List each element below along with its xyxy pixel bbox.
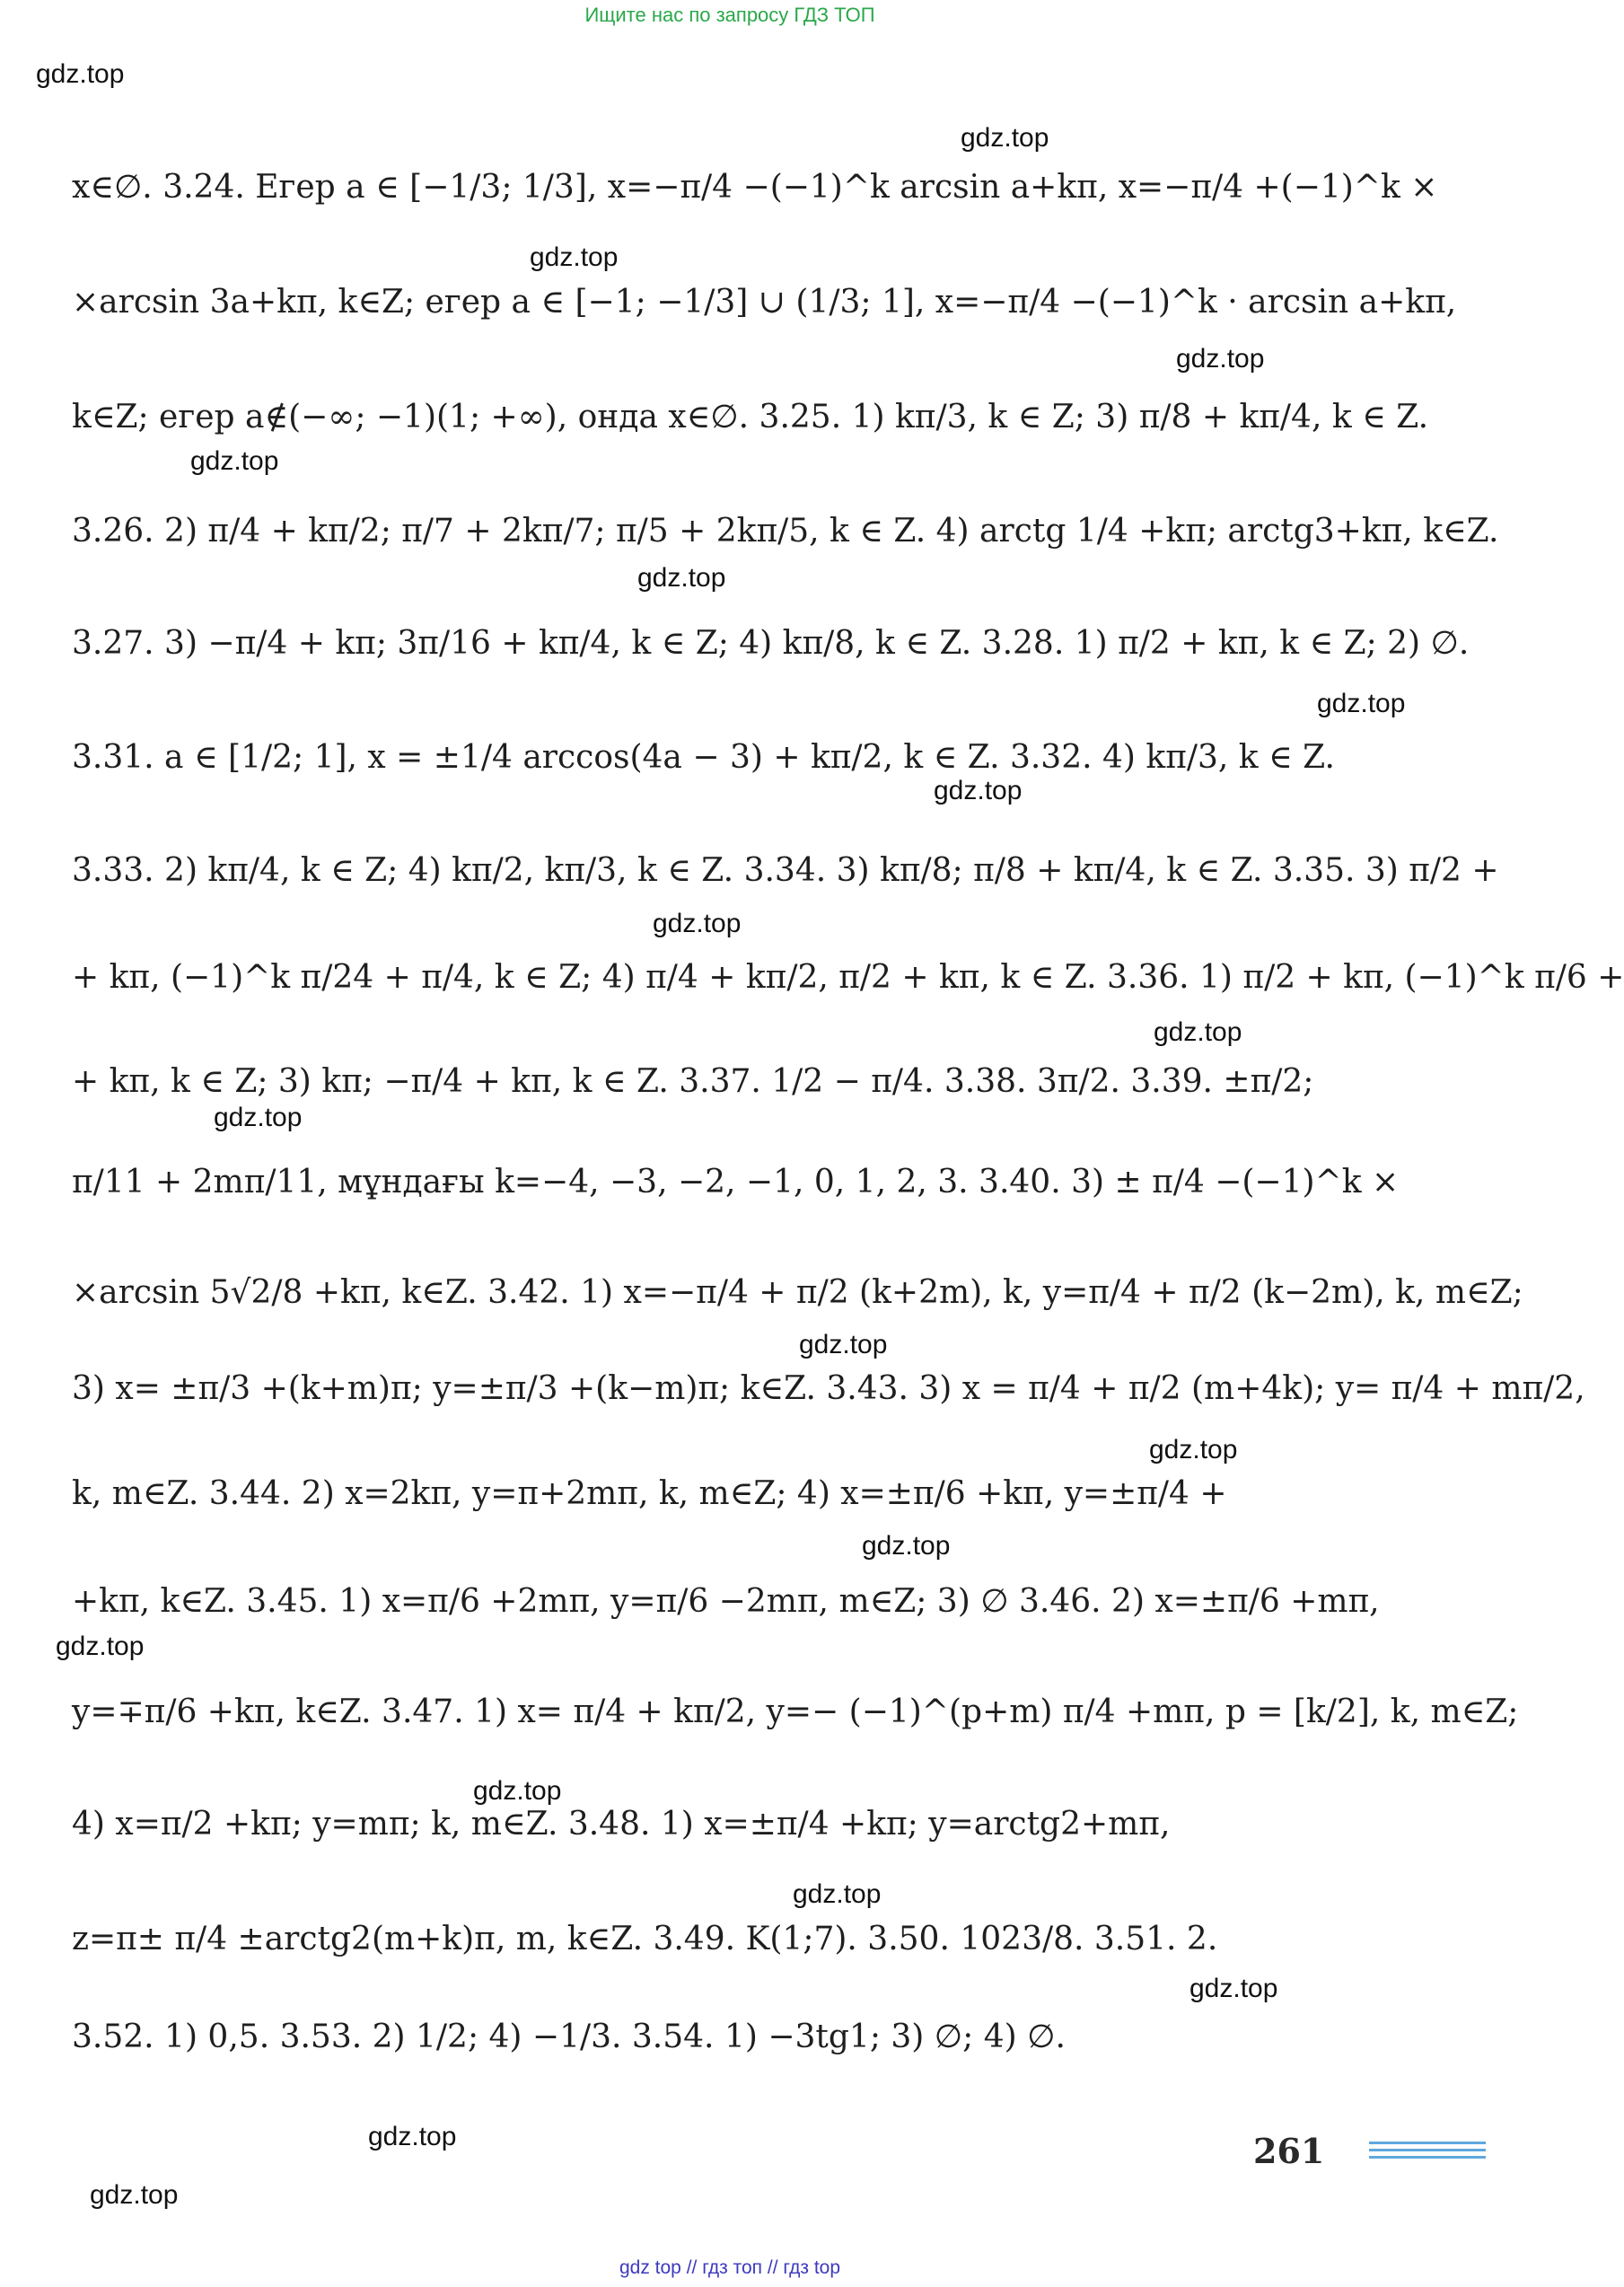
- watermark: gdz.top: [368, 2122, 457, 2151]
- text-line: y=∓π/6 +kπ, k∈Z. 3.47. 1) x= π/4 + kπ/2, y=− (−1)^(p+m) π/4 +mπ, p = [k/2], k, m∈Z;: [72, 1693, 1519, 1730]
- text-line: 3.26. 2) π/4 + kπ/2; π/7 + 2kπ/7; π/5 + 2kπ/5, k ∈ Z. 4) arctg 1/4 +kπ; arctg3+kπ, k∈Z.: [72, 513, 1499, 550]
- watermark: gdz.top: [1317, 689, 1406, 718]
- text-line: 3.31. a ∈ [1/2; 1], x = ±1/4 arccos(4a − 3) + kπ/2, k ∈ Z. 3.32. 4) kπ/3, k ∈ Z.: [72, 739, 1335, 776]
- watermark: gdz.top: [799, 1330, 888, 1359]
- bottom-banner[interactable]: gdz top // гдз топ // гдз top: [619, 2257, 841, 2278]
- watermark: gdz.top: [36, 59, 125, 89]
- watermark: gdz.top: [190, 446, 279, 476]
- watermark: gdz.top: [90, 2180, 179, 2210]
- watermark: gdz.top: [793, 1879, 882, 1909]
- text-line: 3) x= ±π/3 +(k+m)π; y=±π/3 +(k−m)π; k∈Z. 3.43. 3) x = π/4 + π/2 (m+4k); y= π/4 + mπ/2,: [72, 1370, 1585, 1407]
- text-line: + kπ, k ∈ Z; 3) kπ; −π/4 + kπ, k ∈ Z. 3.37. 1/2 − π/4. 3.38. 3π/2. 3.39. ±π/2;: [72, 1063, 1314, 1100]
- watermark: gdz.top: [637, 563, 726, 593]
- watermark: gdz.top: [1149, 1435, 1238, 1465]
- text-line: x∈∅. 3.24. Егер a ∈ [−1/3; 1/3], x=−π/4 −(−1)^k arcsin a+kπ, x=−π/4 +(−1)^k ×: [72, 169, 1438, 206]
- text-line: ×arcsin 5√2/8 +kπ, k∈Z. 3.42. 1) x=−π/4 + π/2 (k+2m), k, y=π/4 + π/2 (k−2m), k, m∈Z;: [72, 1274, 1523, 1311]
- watermark: gdz.top: [1154, 1017, 1242, 1047]
- text-line: k∈Z; егер a∉(−∞; −1)(1; +∞), онда x∈∅. 3.25. 1) kπ/3, k ∈ Z; 3) π/8 + kπ/4, k ∈ Z.: [72, 399, 1429, 435]
- text-line: z=π± π/4 ±arctg2(m+k)π, m, k∈Z. 3.49. K(1;7). 3.50. 1023/8. 3.51. 2.: [72, 1921, 1218, 1957]
- text-line: +kπ, k∈Z. 3.45. 1) x=π/6 +2mπ, y=π/6 −2mπ, m∈Z; 3) ∅ 3.46. 2) x=±π/6 +mπ,: [72, 1583, 1380, 1620]
- watermark: gdz.top: [1189, 1974, 1278, 2003]
- text-line: 4) x=π/2 +kπ; y=mπ; k, m∈Z. 3.48. 1) x=±π/4 +kπ; y=arctg2+mπ,: [72, 1806, 1171, 1843]
- watermark: gdz.top: [56, 1632, 145, 1661]
- page-number: 261: [1253, 2131, 1325, 2171]
- decorative-lines: [1369, 2142, 1486, 2163]
- top-banner[interactable]: Ищите нас по запросу ГДЗ ТОП: [584, 4, 875, 26]
- text-line: + kπ, (−1)^k π/24 + π/4, k ∈ Z; 4) π/4 + kπ/2, π/2 + kπ, k ∈ Z. 3.36. 1) π/2 + kπ, (−1)^k π/6 +: [72, 959, 1624, 996]
- watermark: gdz.top: [530, 242, 619, 272]
- watermark: gdz.top: [473, 1776, 562, 1806]
- watermark: gdz.top: [653, 909, 742, 938]
- text-line: 3.52. 1) 0,5. 3.53. 2) 1/2; 4) −1/3. 3.54. 1) −3tg1; 3) ∅; 4) ∅.: [72, 2019, 1066, 2055]
- watermark: gdz.top: [961, 123, 1049, 153]
- watermark: gdz.top: [934, 776, 1023, 805]
- watermark: gdz.top: [862, 1531, 951, 1561]
- watermark: gdz.top: [214, 1103, 303, 1132]
- text-line: π/11 + 2mπ/11, мұндағы k=−4, −3, −2, −1, 0, 1, 2, 3. 3.40. 3) ± π/4 −(−1)^k ×: [72, 1164, 1400, 1201]
- text-line: k, m∈Z. 3.44. 2) x=2kπ, y=π+2mπ, k, m∈Z; 4) x=±π/6 +kπ, y=±π/4 +: [72, 1475, 1227, 1512]
- text-line: 3.33. 2) kπ/4, k ∈ Z; 4) kπ/2, kπ/3, k ∈ Z. 3.34. 3) kπ/8; π/8 + kπ/4, k ∈ Z. 3.35. 3) π/2 +: [72, 852, 1499, 889]
- text-line: ×arcsin 3a+kπ, k∈Z; егер a ∈ [−1; −1/3] ∪ (1/3; 1], x=−π/4 −(−1)^k · arcsin a+kπ,: [72, 284, 1457, 321]
- text-line: 3.27. 3) −π/4 + kπ; 3π/16 + kπ/4, k ∈ Z; 4) kπ/8, k ∈ Z. 3.28. 1) π/2 + kπ, k ∈ Z; 2) ∅.: [72, 625, 1470, 662]
- watermark: gdz.top: [1176, 344, 1265, 374]
